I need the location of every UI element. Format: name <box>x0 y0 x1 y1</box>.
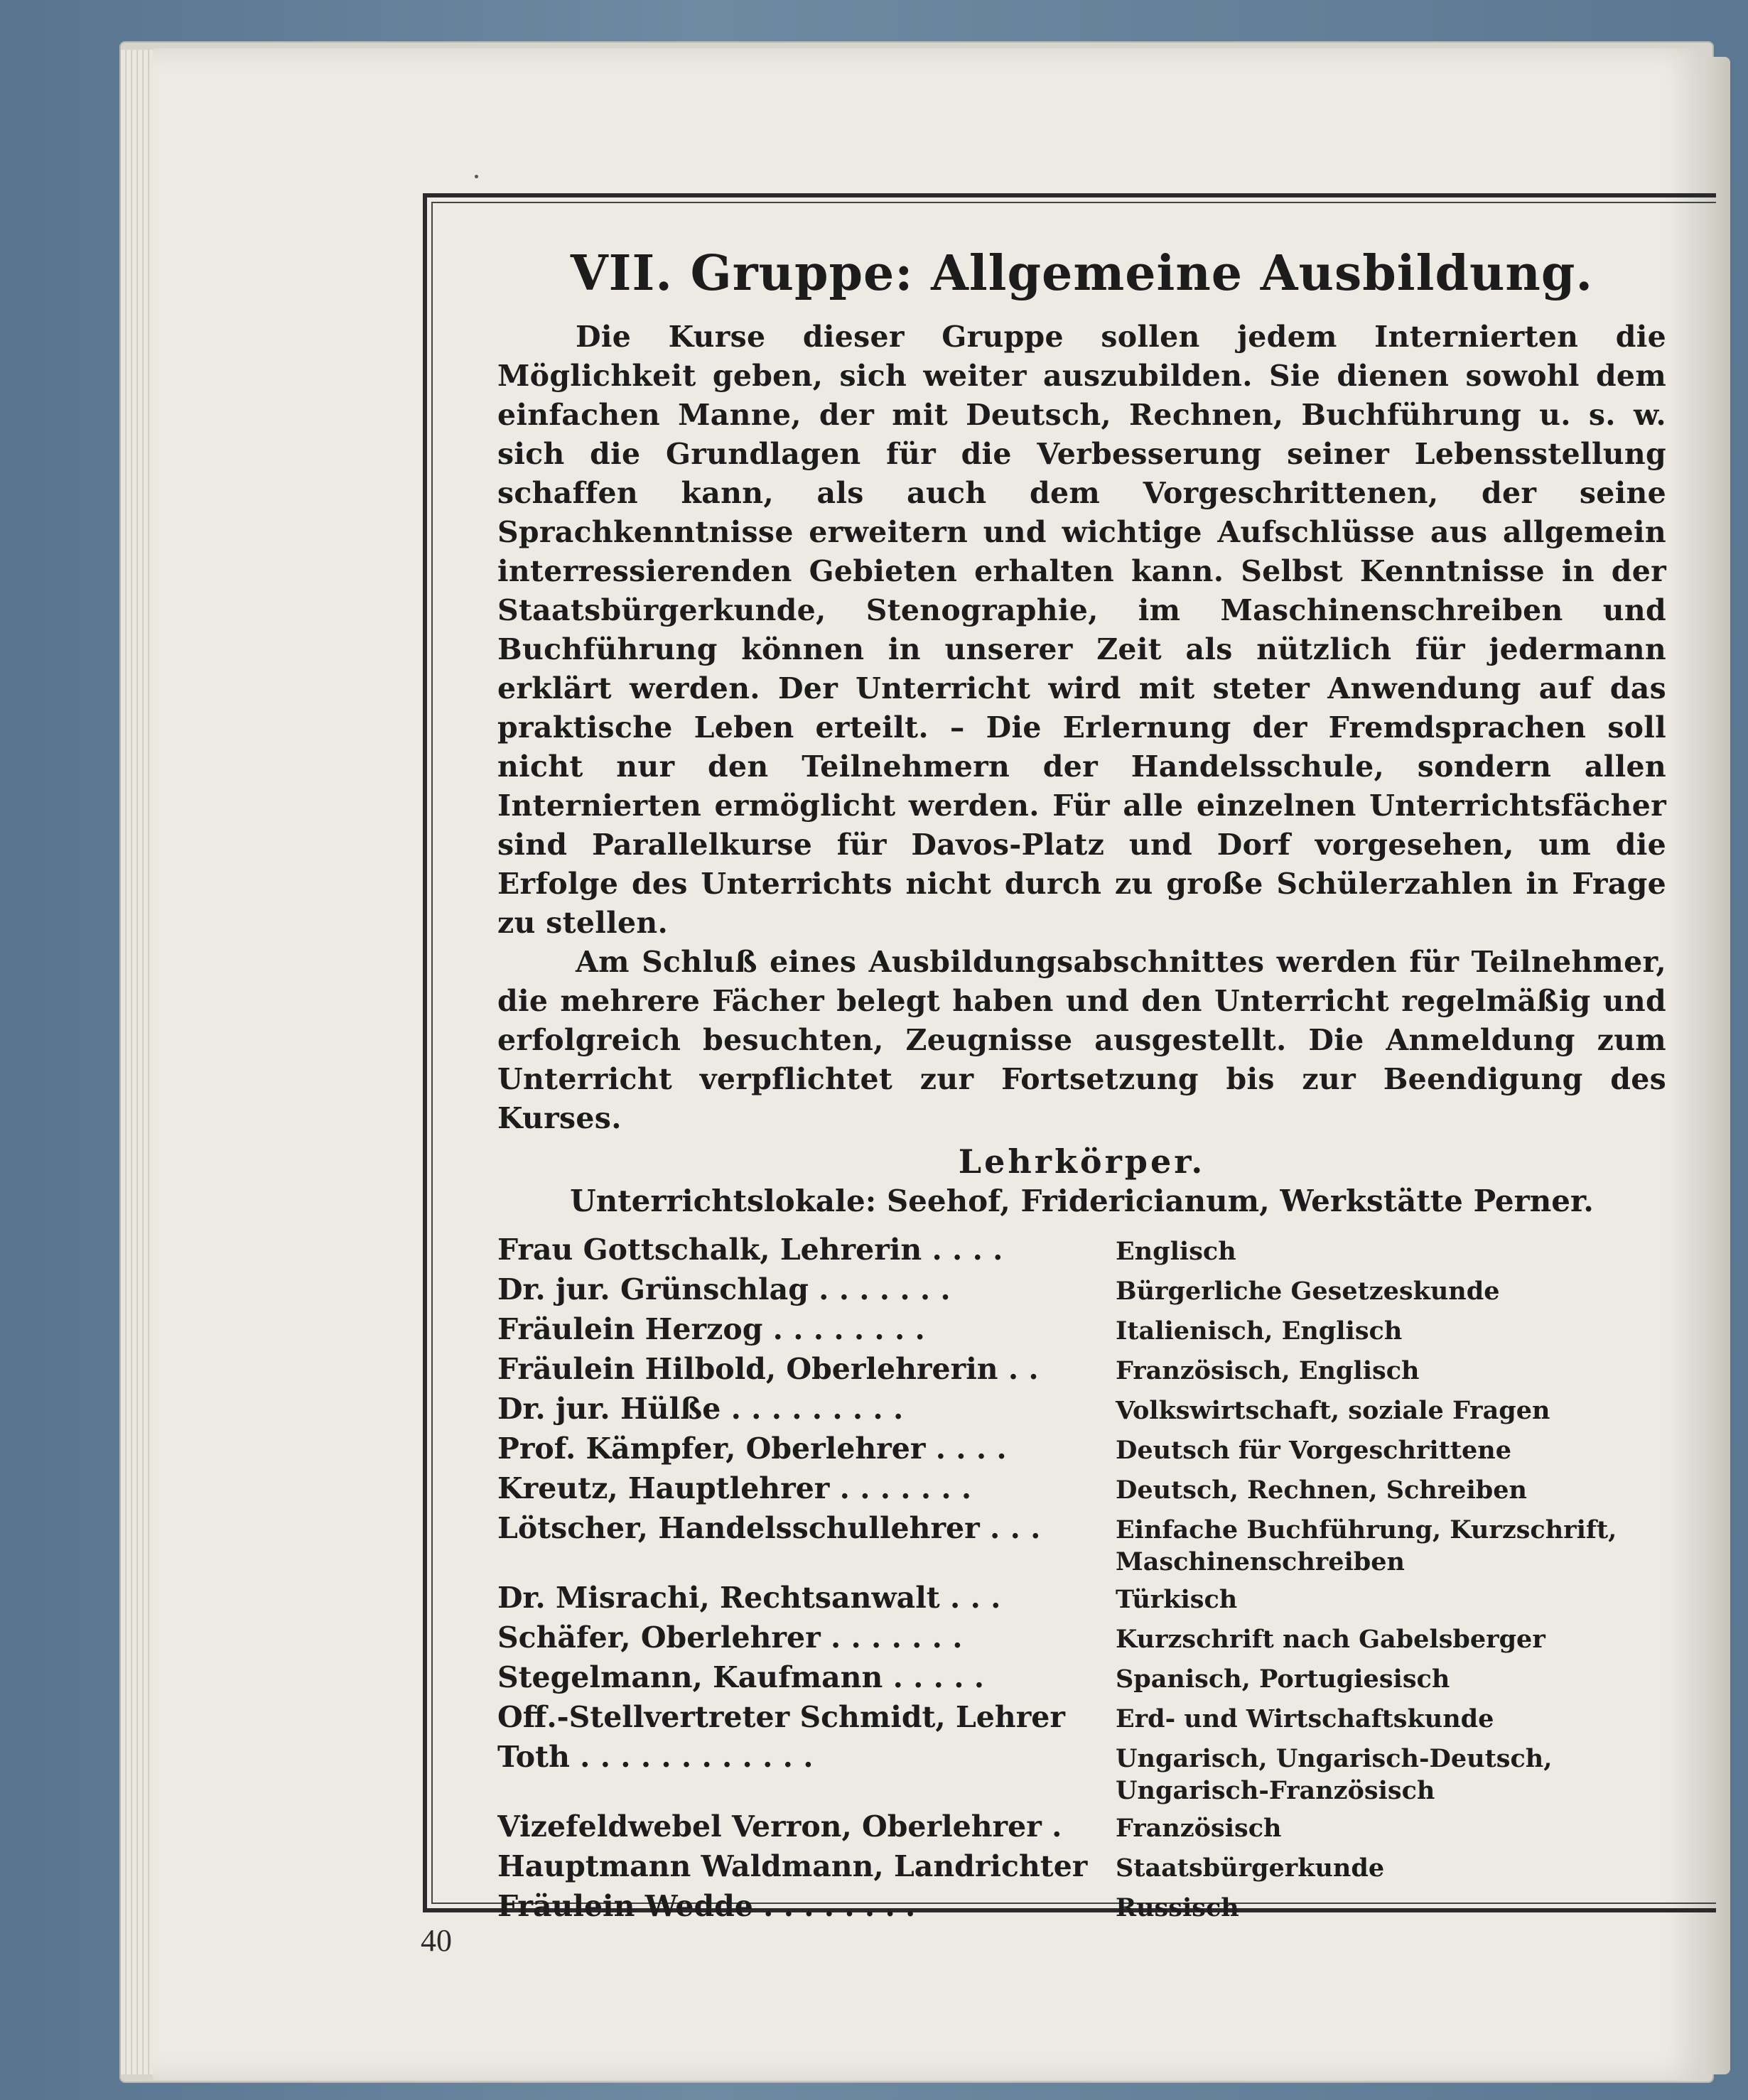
staff-row <box>497 1349 1666 1389</box>
teacher-name: Kreutz, Hauptlehrer . . . . . . . <box>497 1471 972 1505</box>
staff-row <box>497 1270 1666 1309</box>
staff-row <box>497 1309 1666 1349</box>
teacher-subject: Russisch <box>1116 1893 1239 1922</box>
staff-row <box>497 1807 1666 1846</box>
teacher-subject: Türkisch <box>1116 1585 1238 1614</box>
staff-row <box>497 1657 1666 1697</box>
staff-row <box>497 1508 1666 1578</box>
teacher-name: Dr. Misrachi, Rechtsanwalt . . . <box>497 1581 1001 1615</box>
staff-list <box>497 1230 1666 1926</box>
intro-paragraph: Die Kurse dieser Gruppe sollen jedem Internierten die Möglichkeit geben, sich weiter auszubilden. Sie dienen sowohl dem einfachen Manne, der mit Deutsch, Rechnen, Buchführung u. s. w. sich die Grundlagen für die Verbesserung seiner Lebensstellung schaffen kann, als auch dem Vorgeschrittenen, der seine Sprachkenntnisse erweitern und wichtige Aufschlüsse aus allgemein interressierenden Gebieten erhalten kann. Selbst Kenntnisse in der Staatsbürgerkunde, Stenographie, im Maschinenschreiben und Buchführung können in unserer Zeit als nützlich für jedermann erklärt werden. Der Unterricht wird mit steter Anwendung auf das praktische Leben erteilt. – Die Erlernung der Fremdsprachen soll nicht nur den Teilnehmern der Handelsschule, sondern allen Internierten ermöglicht werden. Für alle einzelnen Unterrichtsfächer sind Parallelkurse für Davos-Platz und Dorf vorgesehen, um die Erfolge des Unterrichts nicht durch zu große Schülerzahlen in Frage zu stellen. <box>497 320 1666 940</box>
staff-row <box>497 1429 1666 1468</box>
page-number: 40 <box>421 1923 452 1958</box>
teacher-subject: Deutsch für Vorgeschrittene <box>1116 1436 1511 1465</box>
teacher-name: Dr. jur. Grünschlag . . . . . . . <box>497 1272 951 1306</box>
teacher-name: Fräulein Hilbold, Oberlehrerin . . <box>497 1352 1039 1386</box>
locations-line: Unterrichtslokale: Seehof, Fridericianum, Werkstätte Perner. <box>570 1184 1594 1218</box>
staff-row <box>497 1846 1666 1886</box>
teacher-subject: Französisch <box>1116 1814 1282 1843</box>
staff-row <box>497 1389 1666 1429</box>
teacher-subject: Erd- und Wirtschaftskunde <box>1116 1704 1494 1733</box>
teacher-subject: Deutsch, Rechnen, Schreiben <box>1116 1476 1527 1505</box>
teacher-name: Dr. jur. Hülße . . . . . . . . . <box>497 1392 904 1426</box>
teacher-name: Fräulein Herzog . . . . . . . . <box>497 1312 925 1346</box>
teacher-name: Prof. Kämpfer, Oberlehrer . . . . <box>497 1431 1007 1466</box>
staff-heading: Lehrkörper. <box>958 1142 1206 1181</box>
teacher-name: Schäfer, Oberlehrer . . . . . . . <box>497 1620 963 1655</box>
teacher-name: Fräulein Wedde . . . . . . . . <box>497 1889 916 1923</box>
teacher-subject: Englisch <box>1116 1237 1236 1266</box>
teacher-name: Lötscher, Handelsschullehrer . . . <box>497 1511 1041 1545</box>
teacher-name: Frau Gottschalk, Lehrerin . . . . <box>497 1233 1003 1267</box>
teacher-subject: Ungarisch, Ungarisch-Deutsch, Ungarisch-Französisch <box>1116 1744 1553 1805</box>
staff-row <box>497 1697 1666 1737</box>
teacher-subject: Staatsbürgerkunde <box>1116 1853 1385 1883</box>
staff-row <box>497 1468 1666 1508</box>
teacher-subject: Einfache Buchführung, Kurzschrift, Maschinenschreiben <box>1116 1515 1617 1576</box>
teacher-subject: Spanisch, Portugiesisch <box>1116 1665 1450 1694</box>
teacher-name: Off.-Stellvertreter Schmidt, Lehrer <box>497 1700 1065 1734</box>
staff-row <box>497 1737 1666 1807</box>
teacher-name: Toth . . . . . . . . . . . . <box>497 1740 814 1774</box>
teacher-subject: Bürgerliche Gesetzeskunde <box>1116 1277 1500 1306</box>
teacher-subject: Volkswirtschaft, soziale Fragen <box>1116 1396 1550 1425</box>
teacher-name: Stegelmann, Kaufmann . . . . . <box>497 1660 985 1694</box>
teacher-name: Hauptmann Waldmann, Landrichter <box>497 1849 1088 1883</box>
teacher-subject: Kurzschrift nach Gabelsberger <box>1116 1625 1545 1654</box>
staff-row <box>497 1886 1666 1926</box>
teacher-subject: Italienisch, Englisch <box>1116 1316 1403 1346</box>
staff-row <box>497 1618 1666 1657</box>
teacher-subject: Französisch, Englisch <box>1116 1356 1420 1385</box>
staff-row <box>497 1230 1666 1270</box>
page-content <box>497 245 1666 1926</box>
page-title: VII. Gruppe: Allgemeine Ausbildung. <box>570 245 1594 302</box>
teacher-name: Vizefeldwebel Verron, Oberlehrer . <box>497 1809 1062 1844</box>
staff-row <box>497 1578 1666 1618</box>
ink-speck <box>475 175 478 178</box>
certificate-paragraph: Am Schluß eines Ausbildungsabschnittes werden für Teilnehmer, die mehrere Fächer belegt haben und den Unterricht regelmäßig und erfolgreich besuchten, Zeugnisse ausgestellt. Die Anmeldung zum Unterricht verpflichtet zur Fortsetzung bis zur Beendigung des Kurses. <box>497 945 1666 1135</box>
